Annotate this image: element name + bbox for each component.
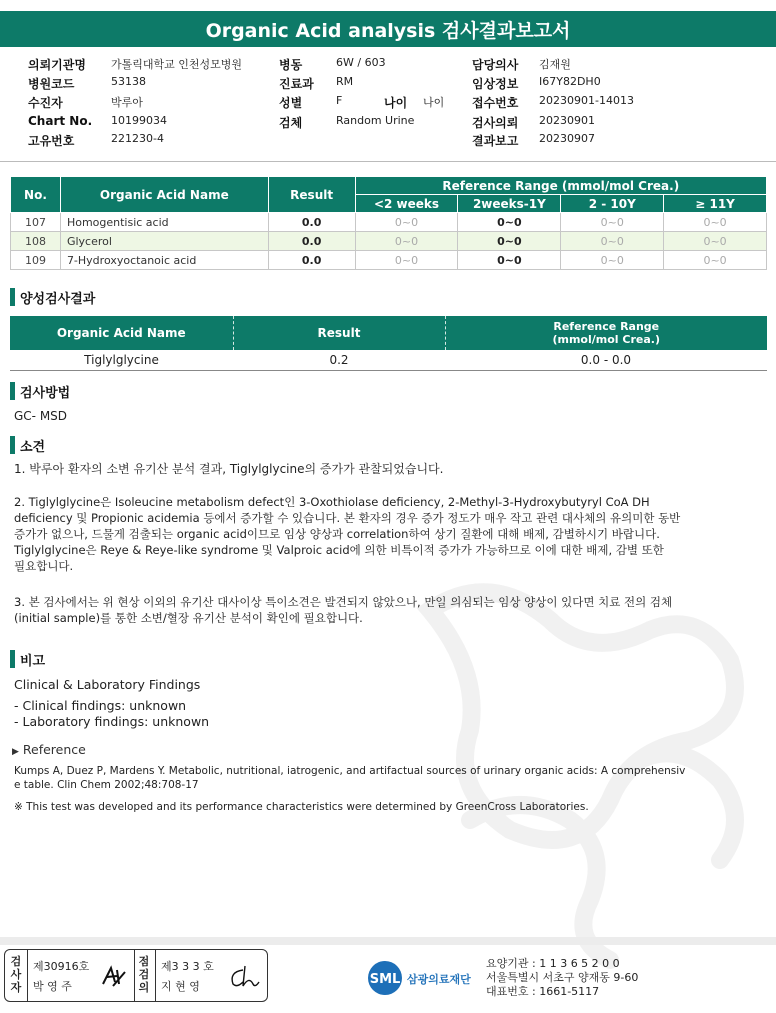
col-header-ref-age: 2weeks-1Y	[458, 195, 561, 213]
row-ref: 0~0	[664, 251, 767, 270]
results-table	[10, 176, 767, 270]
reference-heading	[12, 742, 764, 760]
logo-text: SML	[369, 972, 401, 987]
finding-line: 증가가 없으나, 드물게 검출되는 organic acid이므로 임상 양상과 correlation하여 상기 질환에 대해 배제, 감별하시기 바랍니다.	[14, 527, 660, 541]
finding-paragraph: 1. 박루아 환자의 소변 유기산 분석 결과, Tiglylglycine의 증가가 관찰되었습니다.	[14, 462, 444, 476]
row-ref: 0~0	[561, 251, 664, 270]
ref-header-line: Reference Range	[553, 320, 660, 333]
divider	[155, 950, 156, 1001]
finding-line: Tiglylglycine은 Reye & Reye-like syndrome 및 Valproic acid에 의한 비특이적 증가가 가능하므로 이에 대한 배제, 감별 또한	[14, 543, 664, 557]
info-label: 접수번호	[472, 96, 519, 110]
finding-line: 필요합니다.	[14, 559, 74, 573]
address: 서울특별시 서초구 양재동 9-60	[486, 971, 639, 984]
finding-line: 3. 본 검사에서는 위 현상 이외의 유기산 대사이상 특이소견은 발견되지 않았으나, 만일 의심되는 임상 양상이 있다면 치료 전의 검체	[14, 595, 673, 609]
row-name: 7-Hydroxyoctanoic acid	[60, 251, 268, 270]
col-header-name: Organic Acid Name	[60, 177, 268, 213]
remarks-laboratory: - Laboratory findings: unknown	[14, 714, 210, 729]
row-result: 0.0	[268, 251, 355, 270]
info-label: 검체	[279, 116, 303, 130]
info-value: I67Y82DH0	[539, 75, 601, 88]
label-char: 의	[138, 981, 150, 994]
footer-divider	[0, 937, 776, 945]
tester-license: 제30916호	[33, 960, 90, 973]
info-label: 성별	[279, 96, 303, 110]
col-header-no: No.	[11, 177, 61, 213]
method-value: GC- MSD	[14, 409, 68, 423]
col-header-ref-age: <2 weeks	[355, 195, 458, 213]
info-value: F	[336, 94, 343, 107]
col-header-ref	[445, 316, 767, 350]
signature-box	[4, 949, 268, 1002]
info-label: 나이	[384, 96, 408, 110]
divider	[0, 161, 776, 162]
col-header-result: Result	[233, 316, 445, 350]
row-ref: 0~0	[664, 213, 767, 232]
report-title: Organic Acid analysis 검사결과보고서	[0, 11, 776, 47]
row-no: 108	[11, 232, 61, 251]
info-value: 20230901-14013	[539, 94, 634, 107]
info-label: 임상정보	[472, 77, 519, 91]
org-name: 삼광의료재단	[407, 973, 471, 986]
row-ref: 0~0	[561, 213, 664, 232]
finding-paragraph	[14, 494, 766, 574]
row-ref: 0~0	[561, 232, 664, 251]
citation-line: e table. Clin Chem 2002;48:708-17	[14, 779, 199, 791]
label-char: 사	[10, 968, 22, 981]
divider	[27, 950, 28, 1001]
info-label: Chart No.	[28, 114, 93, 128]
section-title: 양성검사결과	[20, 291, 96, 307]
col-header-name: Organic Acid Name	[10, 316, 233, 350]
info-label: 병원코드	[28, 77, 75, 91]
phone: 대표번호 : 1661-5117	[486, 985, 600, 998]
info-label: 수진자	[28, 96, 63, 110]
info-label: 병동	[279, 58, 303, 72]
row-ref: 0~0	[458, 213, 561, 232]
info-label: 고유번호	[28, 134, 75, 148]
section-heading-method	[10, 382, 70, 400]
checker-label	[138, 955, 150, 994]
table-row	[11, 232, 767, 251]
section-marker	[10, 436, 15, 454]
reference-citation	[14, 764, 766, 792]
info-value: 20230907	[539, 132, 595, 145]
label-char: 점	[138, 955, 150, 968]
section-title: 검사방법	[20, 385, 71, 401]
info-value: 6W / 603	[336, 56, 386, 69]
tester-label	[10, 955, 22, 994]
info-value: 나이	[423, 96, 445, 109]
row-name: Homogentisic acid	[60, 213, 268, 232]
checker-signature	[227, 962, 261, 990]
info-value: RM	[336, 75, 354, 88]
row-no: 107	[11, 213, 61, 232]
finding-paragraph	[14, 594, 766, 626]
citation-line: Kumps A, Duez P, Mardens Y. Metabolic, nutritional, iatrogenic, and artifactual sources of urinary organic acids: A comprehensiv	[14, 765, 686, 777]
row-ref: 0~0	[458, 251, 561, 270]
label-char: 자	[10, 981, 22, 994]
row-ref: 0~0	[664, 232, 767, 251]
row-ref: 0~0	[355, 232, 458, 251]
row-result: 0.2	[233, 350, 445, 370]
section-marker	[10, 288, 15, 306]
positive-results-table	[10, 316, 767, 371]
reference-note: ※ This test was developed and its performance characteristics were determined by GreenCross Laboratories.	[14, 801, 589, 813]
care-code: 요양기관 : 1 1 3 6 5 2 0 0	[486, 957, 620, 970]
info-label: 결과보고	[472, 134, 519, 148]
tester-signature	[99, 962, 129, 990]
section-heading-positive	[10, 288, 95, 306]
info-value: 김재원	[539, 58, 571, 71]
row-ref: 0~0	[355, 213, 458, 232]
info-value: 20230901	[539, 114, 595, 127]
remarks-clinical: - Clinical findings: unknown	[14, 698, 187, 713]
finding-line: 2. Tiglylglycine은 Isoleucine metabolism defect인 3-Oxothiolase deficiency, 2-Methyl-3-Hydroxybutyryl CoA DH	[14, 495, 650, 509]
table-row	[11, 251, 767, 270]
info-label: 진료과	[279, 77, 314, 91]
info-value: Random Urine	[336, 114, 415, 127]
info-label: 검사의뢰	[472, 116, 519, 130]
reference-title: Reference	[22, 742, 86, 757]
label-char: 검	[138, 968, 150, 981]
section-marker	[10, 650, 15, 668]
section-heading-remarks	[10, 650, 45, 668]
info-value: 221230-4	[111, 132, 164, 145]
col-header-ref-age: 2 - 10Y	[561, 195, 664, 213]
checker-name: 지 현 영	[161, 980, 200, 993]
row-ref: 0~0	[355, 251, 458, 270]
info-value: 박루아	[111, 96, 143, 109]
row-no: 109	[11, 251, 61, 270]
label-char: 검	[10, 955, 22, 968]
finding-line: deficiency 및 Propionic acidemia 등에서 증가할 수 있습니다. 본 환자의 경우 증가 정도가 매우 작고 관련 대사체의 유의미한 동반	[14, 511, 681, 525]
info-label: 담당의사	[472, 58, 519, 72]
row-result: 0.0	[268, 232, 355, 251]
row-name: Glycerol	[60, 232, 268, 251]
triangle-icon: ▶	[12, 747, 19, 757]
patient-info	[0, 54, 776, 154]
col-header-result: Result	[268, 177, 355, 213]
table-row	[10, 350, 767, 370]
finding-line: (initial sample)를 통한 소변/혈장 유기산 분석이 확인에 필요합니다.	[14, 611, 363, 625]
col-header-ref-age: ≥ 11Y	[664, 195, 767, 213]
checker-license: 제3 3 3 호	[161, 960, 214, 973]
divider	[134, 950, 135, 1001]
row-ref: 0~0	[458, 232, 561, 251]
table-row	[11, 213, 767, 232]
info-label: 의뢰기관명	[28, 58, 86, 72]
section-marker	[10, 382, 15, 400]
remarks-title: Clinical & Laboratory Findings	[14, 677, 201, 692]
info-value: 53138	[111, 75, 146, 88]
row-name: Tiglylglycine	[10, 350, 233, 370]
row-ref: 0.0 - 0.0	[445, 350, 767, 370]
tester-name: 박 영 주	[33, 980, 72, 993]
info-value: 가톨릭대학교 인천성모병원	[111, 58, 243, 71]
info-value: 10199034	[111, 114, 167, 127]
col-header-ref: Reference Range (mmol/mol Crea.)	[355, 177, 766, 195]
section-heading-findings	[10, 436, 45, 454]
section-title: 소견	[20, 439, 46, 455]
row-result: 0.0	[268, 213, 355, 232]
section-title: 비고	[20, 653, 46, 669]
lab-contact	[486, 957, 638, 999]
ref-header-line: (mmol/mol Crea.)	[552, 333, 660, 346]
